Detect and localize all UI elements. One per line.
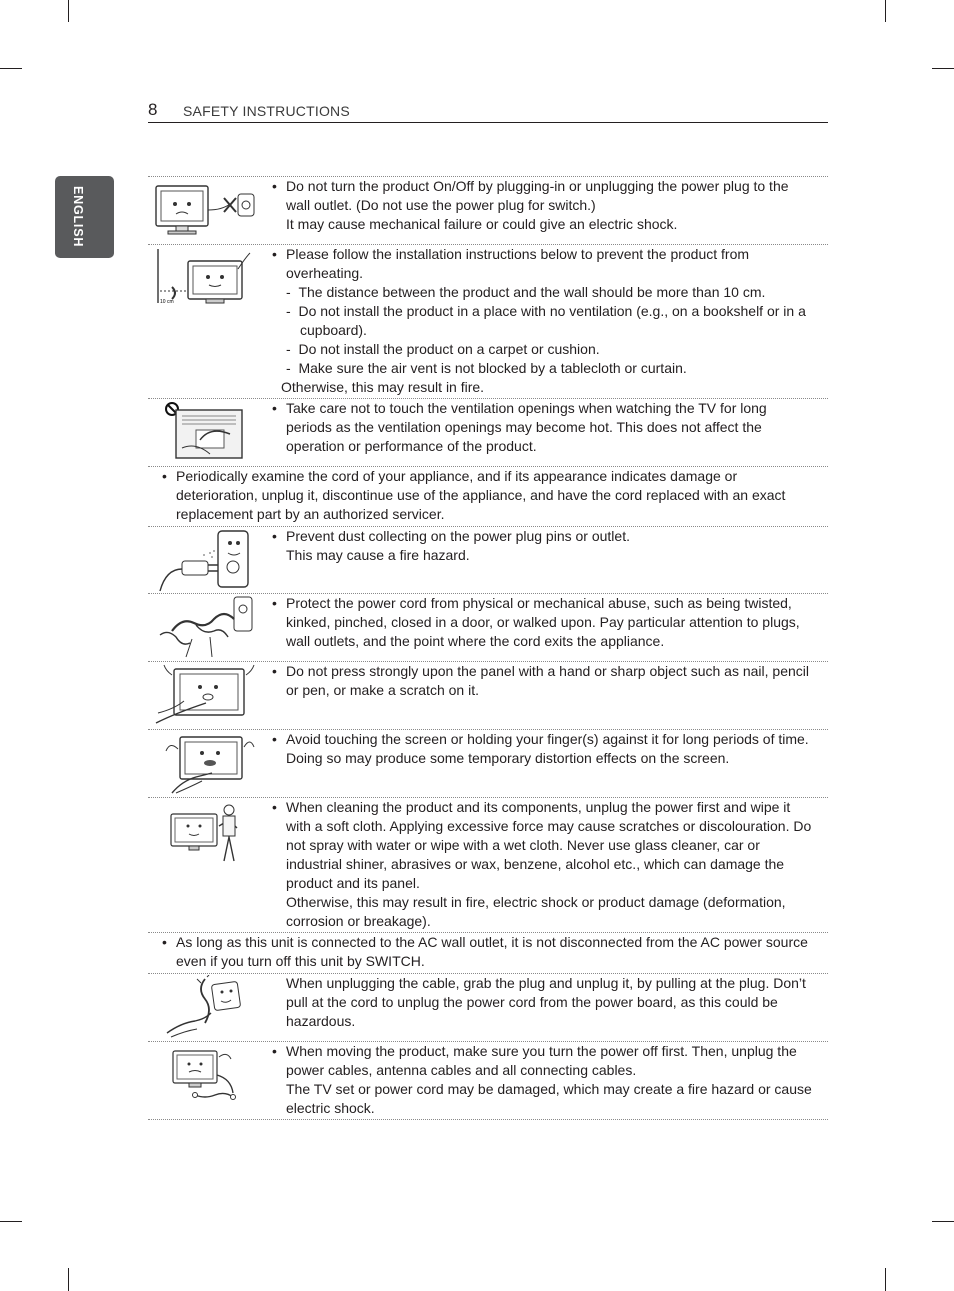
- dusty-outlet-illustration: [152, 527, 262, 593]
- page-number: 8: [148, 100, 158, 119]
- cleaning-tv-illustration: [165, 802, 245, 864]
- tv-plug-illustration: [152, 180, 262, 240]
- item-paragraph: It may cause mechanical failure or could give an electric shock.: [286, 216, 678, 232]
- item-paragraph: Do not press strongly upon the panel with a hand or sharp object such as nail, pencil or pen, or make a scratch on it.: [286, 663, 809, 698]
- bullet-marker: •: [272, 731, 277, 747]
- crop-mark: [885, 1268, 886, 1291]
- unplugging-cable-illustration: [165, 975, 255, 1039]
- item-paragraph: Periodically examine the cord of your appliance, and if its appearance indicates damage or deterioration, unplug it, discontinue use of the appliance, and have the cord replaced with an exact replacement part by an authorized servicer.: [176, 468, 786, 522]
- sub-item-text: Do not install the product in a place with no ventilation (e.g., on a bookshelf or in a cupboard).: [298, 303, 806, 338]
- clearance-label: 10 cm: [160, 299, 174, 305]
- item-text: [286, 177, 816, 234]
- item-outro: Otherwise, this may result in fire.: [281, 379, 485, 395]
- language-tab: [55, 176, 114, 258]
- crop-mark: [932, 68, 954, 69]
- item-text: [286, 798, 816, 931]
- bullet-marker: •: [272, 799, 277, 815]
- bullet-marker: •: [272, 663, 277, 679]
- bullet-marker: •: [162, 468, 167, 484]
- item-paragraph: Prevent dust collecting on the power plug pins or outlet.: [286, 528, 630, 544]
- ventilation-warning-illustration: [160, 400, 260, 464]
- page-header: [148, 98, 828, 123]
- item-text: [286, 1042, 816, 1118]
- sub-item: - Do not install the product on a carpet or cushion.: [286, 341, 600, 357]
- bullet-marker: •: [272, 1043, 277, 1059]
- crop-mark: [885, 0, 886, 22]
- moving-tv-illustration: [165, 1045, 255, 1105]
- item-paragraph: Otherwise, this may result in fire, electric shock or product damage (deformation, corrosion or breakage).: [286, 894, 786, 929]
- item-paragraph: When unplugging the cable, grab the plug and unplug it, by pulling at the plug. Don’t pull at the cord to unplug the power cord from the power board, as this could be hazardous.: [286, 975, 806, 1029]
- tv-wall-clearance-illustration: [152, 247, 262, 312]
- item-paragraph: This may cause a fire hazard.: [286, 547, 470, 563]
- sub-item-text: The distance between the product and the wall should be more than 10 cm.: [298, 284, 766, 300]
- item-text: [286, 527, 811, 565]
- crop-mark: [0, 1221, 22, 1222]
- item-paragraph: The TV set or power cord may be damaged, which may create a fire hazard or cause electric shock.: [286, 1081, 812, 1116]
- sub-item-text: Do not install the product on a carpet or cushion.: [298, 341, 600, 357]
- pressing-panel-illustration: [152, 663, 262, 727]
- sub-item: - The distance between the product and the wall should be more than 10 cm.: [286, 284, 766, 300]
- bullet-marker: •: [272, 178, 277, 194]
- sub-item: - Do not install the product in a place with no ventilation (e.g., on a bookshelf or in a cupboard).: [286, 303, 806, 338]
- bullet-marker: •: [272, 246, 277, 262]
- section-title: SAFETY INSTRUCTIONS: [183, 103, 350, 119]
- item-paragraph: When moving the product, make sure you turn the power off first. Then, unplug the power cables, antenna cables and all connecting cables.: [286, 1043, 797, 1078]
- sub-item-text: Make sure the air vent is not blocked by a tablecloth or curtain.: [298, 360, 687, 376]
- item-paragraph: Please follow the installation instructions below to prevent the product from overheating.: [286, 246, 750, 281]
- crop-mark: [68, 0, 69, 22]
- divider: [148, 1119, 828, 1120]
- crop-mark: [0, 68, 22, 69]
- item-text: [286, 730, 811, 768]
- item-paragraph: Protect the power cord from physical or mechanical abuse, such as being twisted, kinked, pinched, closed in a door, or walked upon. Pay particular attention to plugs, wall outlets, and the point where the cord exits the appliance.: [286, 595, 800, 649]
- item-paragraph: Do not turn the product On/Off by plugging-in or unplugging the power plug to the wall outlet. (Do not use the power plug for switch.): [286, 178, 789, 213]
- crop-mark: [68, 1268, 69, 1291]
- item-text: [286, 245, 816, 378]
- crop-mark: [932, 1221, 954, 1222]
- language-tab-label: ENGLISH: [71, 186, 85, 248]
- sub-item: - Make sure the air vent is not blocked by a tablecloth or curtain.: [286, 360, 687, 376]
- twisted-cord-illustration: [152, 595, 262, 661]
- item-text: [286, 399, 811, 456]
- touching-screen-illustration: [152, 731, 262, 795]
- item-text: [286, 974, 816, 1031]
- item-paragraph: As long as this unit is connected to the AC wall outlet, it is not disconnected from the AC power source even if you turn off this unit by SWITCH.: [176, 934, 808, 969]
- item-text: [176, 467, 811, 524]
- item-text: [176, 933, 811, 971]
- bullet-marker: •: [272, 528, 277, 544]
- bullet-marker: •: [272, 400, 277, 416]
- bullet-marker: •: [272, 595, 277, 611]
- item-paragraph: Take care not to touch the ventilation openings when watching the TV for long periods as the ventilation openings may become hot. This does not affect the operation or performance of the product.: [286, 400, 767, 454]
- item-paragraph: Avoid touching the screen or holding your finger(s) against it for long periods of time. Doing so may produce some temporary distortion effects on the screen.: [286, 731, 809, 766]
- item-text: [286, 662, 811, 700]
- bullet-marker: •: [162, 934, 167, 950]
- item-paragraph: When cleaning the product and its components, unplug the power first and wipe it with a soft cloth. Applying excessive force may cause scratches or discolouration. Do not spray with water or wipe with a wet cloth. Never use glass cleaner, car or industrial shiner, abrasives or wax, benzene, alcohol etc., which can damage the product and its panel.: [286, 799, 812, 891]
- item-text: [286, 594, 816, 651]
